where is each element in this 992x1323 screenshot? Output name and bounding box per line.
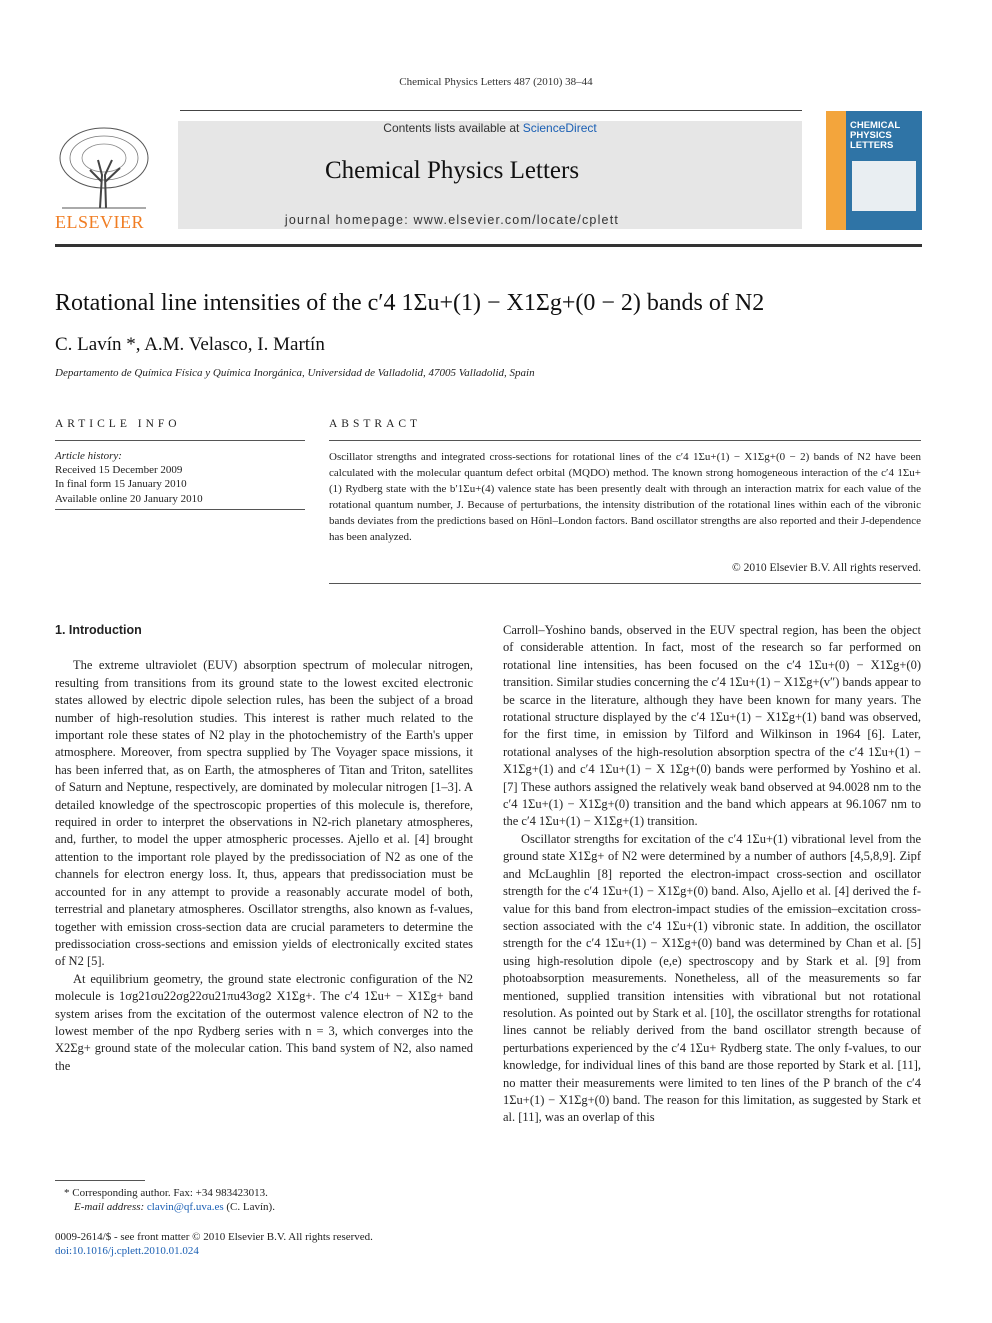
cover-title: CHEMICAL PHYSICS LETTERS (850, 120, 900, 151)
affiliation: Departamento de Química Física y Química Inorgánica, Universidad de Valladolid, 47005 Valladolid, Spain (55, 367, 535, 379)
author-list: C. Lavín *, A.M. Velasco, I. Martín (55, 334, 325, 355)
final-form-date: In final form 15 January 2010 (55, 478, 187, 491)
section-heading: 1. Introduction (55, 623, 142, 637)
journal-title: Chemical Physics Letters (324, 157, 580, 184)
issn-line: 0009-2614/$ - see front matter © 2010 Elsevier B.V. All rights reserved. (55, 1231, 373, 1243)
online-date: Available online 20 January 2010 (55, 492, 203, 505)
paper-title-text: Rotational line intensities of the c′4 1Σu+(1) − X1Σg+(0 − 2) bands of N2 (55, 290, 765, 316)
article-info-rule (55, 440, 305, 441)
contents-prefix: Contents lists available at (383, 121, 523, 135)
corresponding-footnote: * Corresponding author. Fax: +34 983423013. (64, 1187, 268, 1199)
abstract-rule (329, 440, 921, 441)
right-paragraph-2: Oscillator strengths for excitation of the c′4 1Σu+(1) vibrational level from the ground state X1Σg+ of N2 were determined by a number of authors [4,5,8,9]. Zipf and McLaughlin [8] reported the electron-impact cross-section and oscillator strength for the c′4 1Σu+(1) − X1Σg+(0) band. Also, Ajello et al. [4] derived the f-value for this band from electron-impact studies of the emission–excitation cross-section associated with the c′4 1Σu+(1) vibronic state. In addition, the oscillator strength for the c′4 1Σu+(1) − X1Σg+(0) band was determined by Chan et al. [5] using high-resolution dipole (e,e) spectroscopy and by Stark et al. [9] from photoabsorption measurements. Nonetheless, all of the measurements so far mentioned, supplied transition intensities with vibrational but not rotational resolution. As pointed out by Stark et al. [10], the oscillator strengths for rotational lines cannot be reliably derived from the band oscillator strength because of perturbations experienced by the c′4 1Σu+ Rydberg state. The only f-values, to our knowledge, for individual lines of this band are those reported by Stark et al. [11], no matter their measurements were limited to ten lines of the P branch of the c′4 1Σu+(1) − X1Σg+(0) band. The reason for this limitation, as suggested by Stark et al. [11], was an overlap of this (503, 831, 921, 1125)
footnote-rule (55, 1180, 145, 1181)
abstract-bottom-rule (329, 583, 921, 584)
journal-homepage[interactable]: journal homepage: www.elsevier.com/locate/cplett (284, 213, 620, 227)
received-date: Received 15 December 2009 (55, 464, 183, 477)
article-info-bottom-rule (55, 509, 305, 510)
email-name: (C. Lavín). (226, 1201, 275, 1213)
cover-stripe (826, 111, 846, 230)
email-link[interactable]: clavin@qf.uva.es (146, 1201, 224, 1213)
paper-title (55, 290, 925, 317)
doi-link[interactable]: doi:10.1016/j.cplett.2010.01.024 (55, 1245, 199, 1257)
abstract-copyright: © 2010 Elsevier B.V. All rights reserved. (732, 562, 921, 574)
article-history (55, 449, 305, 506)
elsevier-wordmark: ELSEVIER (55, 212, 144, 232)
sciencedirect-link[interactable]: ScienceDirect (522, 121, 597, 135)
left-paragraph-2: At equilibrium geometry, the ground state electronic configuration of the N2 molecule is 1σg21σu22σg22σu21πu43σg2 X1Σg+. The c′4 1Σu+ − X1Σg+ band system arises from the excitation of the outermost valence electron of N2 to the lowest member of the npσ Rydberg series with n = 3, which converges into the X2Σg+ ground state of the molecular cation. This band system of N2, also named the (55, 971, 473, 1073)
email-footnote (74, 1200, 275, 1214)
email-label: E-mail address: (74, 1201, 145, 1213)
right-column (503, 622, 921, 1127)
title-rule (55, 244, 922, 247)
right-paragraph-1: Carroll–Yoshino bands, observed in the EUV spectral region, has been the object of considerable attention. In fact, most of the research so far performed on rotational line intensities, has been focused on the c′4 1Σu+(0) − X1Σg+(0) transition. Similar studies concerning the c′4 1Σu+(1) − X1Σg+(v″) bands appear to be scarce in the literature, although they have been known for many years. The rotational structure displayed by the c′4 1Σu+(1) − X1Σg+(1) band was observed, for the first time, in emission by Tilford and Wilkinson in 1964 [6]. Later, rotational analyses of the high-resolution absorption spectra of the c′4 1Σu+(1) − X1Σg+(1) and c′4 1Σu+(1) − X 1Σg+(0) bands were performed by Yoshino et al. [7] These authors assigned the relatively weak band observed at 94.0028 nm to the c′4 1Σu+(1) − X1Σg+(0) transition and the band which appears at 96.1067 nm to the c′4 1Σu+(1) − X1Σg+(1) transition. (503, 623, 921, 829)
history-heading: Article history: (55, 450, 122, 462)
journal-cover-image (826, 111, 922, 230)
header-rule (180, 110, 802, 111)
journal-reference: Chemical Physics Letters 487 (2010) 38–44 (399, 76, 593, 88)
cover-figure (852, 161, 916, 211)
left-paragraph-1: The extreme ultraviolet (EUV) absorption spectrum of molecular nitrogen, resulting from transitions from its ground state to the lowest excited electronic states allowed by electric dipole selection rules, has been the subject of a broad number of high-resolution studies. This interest is rather much related to the important role these states of N2 play in the photochemistry of the Earth's upper atmosphere. Moreover, from spectra supplied by The Voyager space missions, it has been inferred that, as on Earth, the atmospheres of Titan and Triton, satellites of Saturn and Neptune, respectively, are dominated by molecular nitrogen [1–3]. A detailed knowledge of the spectroscopic properties of this molecule is, therefore, required in order to interpret the observations in N2-rich planetary atmospheres, and, further, to model the upper atmospheric processes. Ajello et al. [4] brought attention to the important role played by the predissociation of N2 as one of the channels for electron energy loss. It, thus, appears that predissociation must be accounted for in any attempt to provide a reasonably accurate model of both, terrestrial and planetary atmospheres. Oscillator strengths, also known as f-values, together with emission cross-section data are crucial parameters to determine the predissociation cross-sections and emission yields of electronically excited states of N2 [5]. (55, 658, 473, 969)
article-info-label: ARTICLE INFO (55, 418, 181, 430)
abstract-text: Oscillator strengths and integrated cross-sections for rotational lines of the c′4 1Σu+(1) − X1Σg+(0 − 2) bands of N2 have been calculated with the molecular quantum defect orbital (MQDO) method. The known strong homogeneous interaction of the c′4 1Σu+(1) Rydberg state with the b′1Σu+(4) valence state has been presently dealt with through an interaction matrix for each value of the rotational quantum number, J. Because of perturbations, the intensity distribution of the rotational lines within each of the vibronic bands deviates from the predictions based on Hönl–London factors. Band oscillator strengths are also reported and their J-dependence has been analyzed. (329, 451, 921, 543)
doi-line (55, 1244, 199, 1258)
left-column (55, 622, 473, 1075)
contents-line (178, 121, 802, 135)
abstract-label: ABSTRACT (329, 418, 422, 430)
